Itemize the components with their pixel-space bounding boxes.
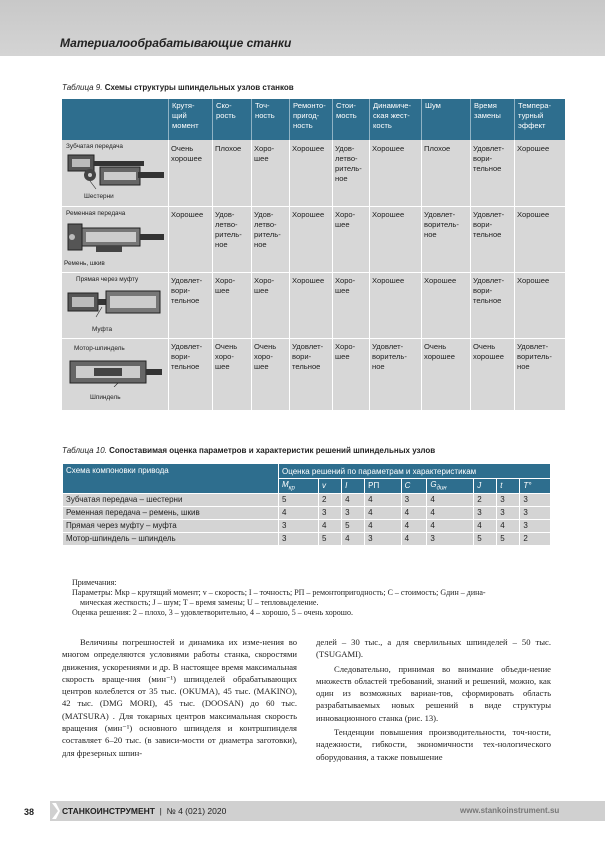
table9-cell: Очень хорошее (424, 342, 455, 361)
schema-label: Шпиндель (90, 394, 121, 401)
footer-magazine: СТАНКОИНСТРУМЕНТ | № 4 (021) 2020 (62, 806, 227, 816)
table9-cell: Хорошее (517, 210, 550, 219)
row-name: Прямая через муфту – муфта (63, 519, 279, 532)
table9-col-header: Шум (421, 99, 470, 140)
body-column-left (62, 636, 297, 759)
paragraph: Величины погрешностей и динамика их изме-нения во многом определяются условиями работы станка, скоростями движения, ускорениями и др. В настоящее время максимальная скорость враще-ния (мин⁻¹) шпинделей обрабатывающих центров колеблется от 35 тыс. (OKUMA), 45 тыс. (MAKINO), 42 тыс. (DMG MORI), 45 тыс. (DOOSAN) до 60 тыс. (MATSURA) . Для токарных центров максимальная скорость вращения (мин⁻¹) основного шпинделя и контршпинделя составляет 6–20 тыс. (в зависи-мости от диаметра заготовки), для фрезерных шпин- (62, 637, 297, 758)
table-row (63, 519, 551, 532)
table9-cell: Хорошее (171, 210, 204, 219)
table9-col-header: Ремонто- пригод- ность (289, 99, 332, 140)
score-cell: 3 (365, 532, 401, 545)
table9-cell: Хорошее (517, 276, 550, 285)
note-line: мическая жесткость; J – шум; T – время замены; U – тепловыделение. (80, 598, 319, 607)
schema-title: Зубчатая передача (66, 143, 123, 150)
table9-cell: Удов- летво- ритель- ное (215, 210, 242, 249)
table9-cell: Хоро- шее (335, 342, 356, 361)
table9-cell: Очень хорошее (473, 342, 504, 361)
score-cell: 4 (401, 519, 427, 532)
score-cell: 4 (279, 506, 319, 519)
score-cell: 3 (520, 493, 551, 506)
table9-cell: Удовлет- вори- тельное (473, 276, 505, 305)
page-footer (0, 801, 605, 823)
score-cell: 4 (365, 519, 401, 532)
table9-cell: Хорошее (517, 144, 550, 153)
table9 (62, 99, 565, 410)
magazine-name: СТАНКОИНСТРУМЕНТ (62, 806, 155, 816)
table9-cell: Удов- летво- ритель- ное (335, 144, 362, 183)
table9-cell: Очень хоро- шее (254, 342, 277, 371)
table-row (63, 532, 551, 545)
score-cell: 4 (427, 506, 474, 519)
note-line: Параметры: Mкр – крутящий момент; v – скорость; I – точность; РП – ремонтопригодность; C – стоимость; Gдин – дина- (72, 588, 486, 597)
chevron-icon (50, 803, 60, 819)
coupling-drive-diagram (66, 287, 166, 321)
schema-label: Ремень, шкив (64, 260, 105, 267)
table9-cell: Удовлет- вори- тельное (473, 210, 505, 239)
table9-col-header: Темпера- турный эффект (514, 99, 565, 140)
score-cell: 2 (474, 493, 497, 506)
table9-cell: Удовлет- воритель- ное (517, 342, 552, 371)
section-title: Материалообрабатывающие станки (60, 36, 292, 50)
score-cell: 4 (427, 519, 474, 532)
score-cell: 3 (279, 519, 319, 532)
table9-col-header: Точ- ность (251, 99, 289, 140)
table10-symbol: t (497, 479, 520, 494)
table10-caption-prefix: Таблица 10. (62, 446, 107, 455)
note-line: Оценка решения: 2 – плохо, 3 – удовлетворительно, 4 – хорошо, 5 – очень хорошо. (72, 608, 353, 617)
table9-cell: Хорошее (424, 276, 457, 285)
score-cell: 3 (497, 506, 520, 519)
score-cell: 3 (520, 519, 551, 532)
schema-direct-coupling (62, 273, 168, 337)
schema-belt-drive (62, 207, 168, 271)
page-number: 38 (24, 807, 35, 817)
table9-cell: Удов- летво- ритель- ное (254, 210, 281, 249)
paragraph: Следовательно, принимая во внимание объеди-нение множеств областей требований, знаний и решений, можно, как один из возможных вариан-тов, сформировать область разрабатываемых новых решений в виде структуры инновационного станка (рис. 13). (316, 663, 551, 723)
table-row (63, 506, 551, 519)
schema-title: Мотор-шпиндель (74, 345, 125, 352)
score-cell: 5 (497, 532, 520, 545)
table9-cell: Удовлет- вори- тельное (473, 144, 505, 173)
table9-cell: Хорошее (292, 276, 325, 285)
schema-title: Прямая через муфту (76, 276, 139, 283)
motor-spindle-diagram (68, 357, 164, 387)
table9-col-header: Крутя- щий момент (168, 99, 212, 140)
score-cell: 4 (427, 493, 474, 506)
schema-motor-spindle (62, 339, 168, 403)
schema-label: Муфта (92, 326, 113, 333)
table9-col-header: Динамиче- ская жест- кость (369, 99, 421, 140)
score-cell: 5 (474, 532, 497, 545)
table10-symbol: I (342, 479, 365, 494)
table9-col-header: Ско- рость (212, 99, 251, 140)
score-cell: 3 (401, 493, 427, 506)
table9-cell: Хорошее (372, 276, 405, 285)
score-cell: 4 (319, 519, 342, 532)
table-row (63, 493, 551, 506)
table10-symbol: РП (365, 479, 401, 494)
score-cell: 5 (342, 519, 365, 532)
gear-drive-diagram (66, 153, 166, 191)
score-cell: 3 (427, 532, 474, 545)
score-cell: 5 (279, 493, 319, 506)
schema-gear-drive (62, 141, 168, 205)
table10-head-left: Схема компоновки привода (63, 464, 279, 494)
table9-cell: Хоро- шее (335, 210, 356, 229)
score-cell: 3 (520, 506, 551, 519)
table10 (62, 463, 551, 546)
table10-head-right: Оценка решений по параметрам и характеристикам (279, 464, 551, 479)
table9-caption (62, 83, 294, 92)
table10-symbol: T° (520, 479, 551, 494)
table10-caption (62, 446, 435, 455)
score-cell: 3 (279, 532, 319, 545)
row-name: Ременная передача – ремень, шкив (63, 506, 279, 519)
footer-url[interactable]: www.stankoinstrument.su (460, 806, 560, 815)
table9-cell: Хорошее (372, 144, 405, 153)
table9-cell: Очень хорошее (171, 144, 202, 163)
score-cell: 4 (342, 493, 365, 506)
table10-symbol: $G_{дин}$ (427, 479, 474, 494)
score-cell: 2 (319, 493, 342, 506)
table9-cell: Удовлет- вори- тельное (171, 342, 203, 371)
table9-cell: Хорошее (372, 210, 405, 219)
table9-cell: Плохое (424, 144, 451, 153)
table9-cell: Плохое (215, 144, 242, 153)
table10-symbol: v (319, 479, 342, 494)
row-name: Зубчатая передача – шестерни (63, 493, 279, 506)
score-cell: 4 (365, 506, 401, 519)
magazine-issue: № 4 (021) 2020 (166, 806, 227, 816)
row-name: Мотор-шпиндель – шпиндель (63, 532, 279, 545)
paragraph: Тенденции повышения производительности, точ-ности, надежности, гибкости, экономичности тех-нологического оборудования, а также повышение (316, 727, 551, 762)
score-cell: 2 (520, 532, 551, 545)
schema-title: Ременная передача (66, 210, 126, 217)
table10-caption-title: Сопоставимая оценка параметров и характеристик решений шпиндельных узлов (109, 446, 436, 455)
table9-cell: Удовлет- воритель- ное (424, 210, 459, 239)
score-cell: 3 (474, 506, 497, 519)
table9-col-header: Стои- мость (332, 99, 369, 140)
page-header (0, 0, 605, 56)
belt-drive-diagram (66, 220, 166, 256)
table9-caption-prefix: Таблица 9. (62, 83, 103, 92)
table9-col-header: Время замены (470, 99, 514, 140)
score-cell: 4 (342, 532, 365, 545)
table9-cell: Очень хоро- шее (215, 342, 238, 371)
table9-cell: Хоро- шее (254, 144, 275, 163)
table9-cell: Хоро- шее (335, 276, 356, 295)
score-cell: 3 (319, 506, 342, 519)
score-cell: 4 (474, 519, 497, 532)
body-column-right (316, 636, 551, 763)
table9-cell: Удовлет- вори- тельное (171, 276, 203, 305)
table-notes (72, 578, 552, 618)
schema-label: Шестерни (84, 193, 114, 200)
score-cell: 3 (342, 506, 365, 519)
table9-caption-title: Схемы структуры шпиндельных узлов станков (104, 83, 294, 92)
score-cell: 4 (401, 506, 427, 519)
table9-cell: Удовлет- воритель- ное (372, 342, 407, 371)
score-cell: 4 (401, 532, 427, 545)
score-cell: 4 (365, 493, 401, 506)
score-cell: 4 (497, 519, 520, 532)
table9-cell: Хоро- шее (254, 276, 275, 295)
score-cell: 5 (319, 532, 342, 545)
table10-symbol: C (401, 479, 427, 494)
score-cell: 3 (497, 493, 520, 506)
table9-cell: Хорошее (292, 210, 325, 219)
table9-cell: Удовлет- вори- тельное (292, 342, 324, 371)
table9-cell: Хорошее (292, 144, 325, 153)
note-line: Примечания: (72, 578, 117, 587)
table10-symbol: $M_{кр}$ (279, 479, 319, 494)
table10-symbol: J (474, 479, 497, 494)
paragraph: делей – 30 тыс., а для сверлильных шпинделей – 50 тыс. (TSUGAMI). (316, 637, 551, 660)
table9-cell: Хоро- шее (215, 276, 236, 295)
